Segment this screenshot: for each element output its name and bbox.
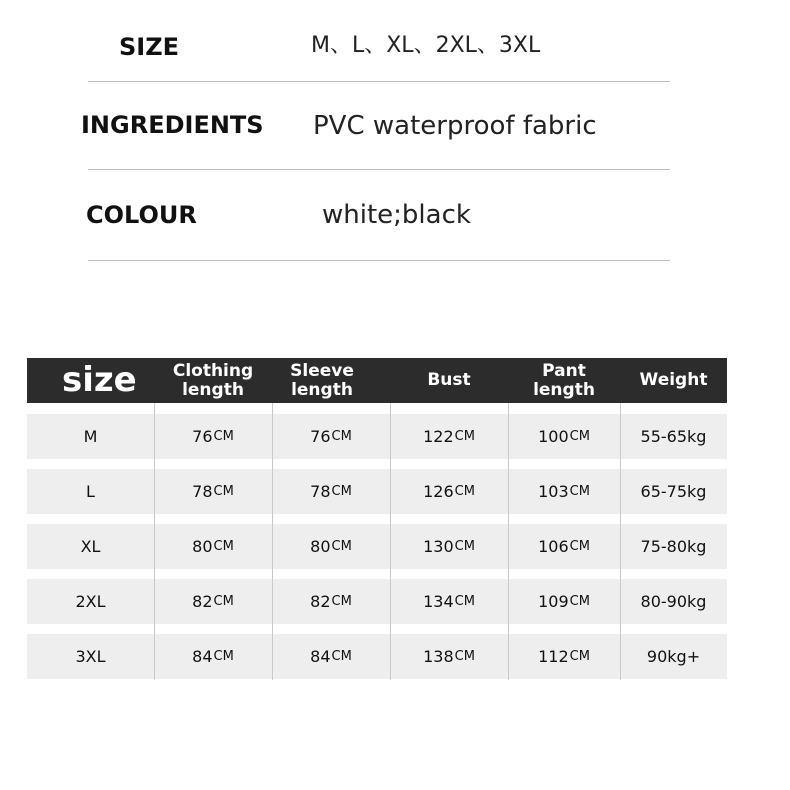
unit-label: CM — [213, 429, 234, 444]
table-row — [27, 469, 727, 514]
unit-label: CM — [569, 484, 590, 499]
unit-label: CM — [213, 539, 234, 554]
colour-label: COLOUR — [86, 201, 197, 229]
cell-clothing: 84 CM — [192, 647, 234, 666]
cell-sleeve: 80 CM — [310, 537, 352, 556]
unit-label: CM — [331, 539, 352, 554]
cell-weight: 65-75kg — [640, 482, 707, 501]
cell-sleeve: 82 CM — [310, 592, 352, 611]
size-label: SIZE — [119, 33, 180, 61]
unit-label: CM — [213, 649, 234, 664]
column-divider — [154, 403, 155, 680]
unit-label: CM — [454, 484, 475, 499]
cell-pant: 109 CM — [538, 592, 590, 611]
cell-size: L — [86, 482, 95, 501]
divider — [88, 260, 670, 261]
cell-clothing: 80 CM — [192, 537, 234, 556]
unit-label: CM — [331, 484, 352, 499]
cell-weight: 75-80kg — [640, 537, 707, 556]
unit-label: CM — [569, 594, 590, 609]
column-divider — [508, 403, 509, 680]
colour-value: white;black — [322, 200, 471, 230]
table-row — [27, 414, 727, 459]
column-divider — [390, 403, 391, 680]
unit-label: CM — [569, 429, 590, 444]
cell-clothing: 82 CM — [192, 592, 234, 611]
unit-label: CM — [331, 649, 352, 664]
divider — [88, 169, 670, 170]
cell-pant: 103 CM — [538, 482, 590, 501]
unit-label: CM — [331, 429, 352, 444]
cell-weight: 80-90kg — [640, 592, 707, 611]
cell-weight: 55-65kg — [640, 427, 707, 446]
cell-size: 2XL — [75, 592, 106, 611]
cell-sleeve: 76 CM — [310, 427, 352, 446]
unit-label: CM — [454, 594, 475, 609]
unit-label: CM — [213, 484, 234, 499]
cell-sleeve: 78 CM — [310, 482, 352, 501]
unit-label: CM — [454, 429, 475, 444]
header-sleeve-length: Sleeve length — [290, 360, 354, 400]
table-row — [27, 579, 727, 624]
ingredients-label: INGREDIENTS — [81, 111, 264, 139]
unit-label: CM — [569, 649, 590, 664]
cell-bust: 122 CM — [423, 427, 475, 446]
header-weight: Weight — [639, 370, 708, 390]
cell-size: XL — [80, 537, 101, 556]
unit-label: CM — [454, 649, 475, 664]
divider — [88, 81, 670, 82]
header-clothing-length: Clothing length — [172, 360, 254, 400]
unit-label: CM — [331, 594, 352, 609]
size-value: M、L、XL、2XL、3XL — [311, 33, 541, 58]
cell-bust: 138 CM — [423, 647, 475, 666]
header-bust: Bust — [427, 370, 471, 390]
column-divider — [620, 403, 621, 680]
cell-bust: 130 CM — [423, 537, 475, 556]
table-header — [27, 358, 727, 403]
column-divider — [272, 403, 273, 680]
unit-label: CM — [569, 539, 590, 554]
table-row — [27, 634, 727, 679]
cell-pant: 100 CM — [538, 427, 590, 446]
cell-clothing: 76 CM — [192, 427, 234, 446]
cell-bust: 134 CM — [423, 592, 475, 611]
cell-weight: 90kg+ — [646, 647, 701, 666]
cell-bust: 126 CM — [423, 482, 475, 501]
cell-pant: 112 CM — [538, 647, 590, 666]
header-size: size — [62, 360, 137, 400]
cell-clothing: 78 CM — [192, 482, 234, 501]
ingredients-value: PVC waterproof fabric — [313, 111, 597, 141]
unit-label: CM — [454, 539, 475, 554]
cell-pant: 106 CM — [538, 537, 590, 556]
size-table — [27, 358, 727, 403]
header-pant-length: Pant length — [533, 360, 595, 400]
cell-sleeve: 84 CM — [310, 647, 352, 666]
unit-label: CM — [213, 594, 234, 609]
cell-size: 3XL — [75, 647, 106, 666]
cell-size: M — [83, 427, 98, 446]
table-row — [27, 524, 727, 569]
